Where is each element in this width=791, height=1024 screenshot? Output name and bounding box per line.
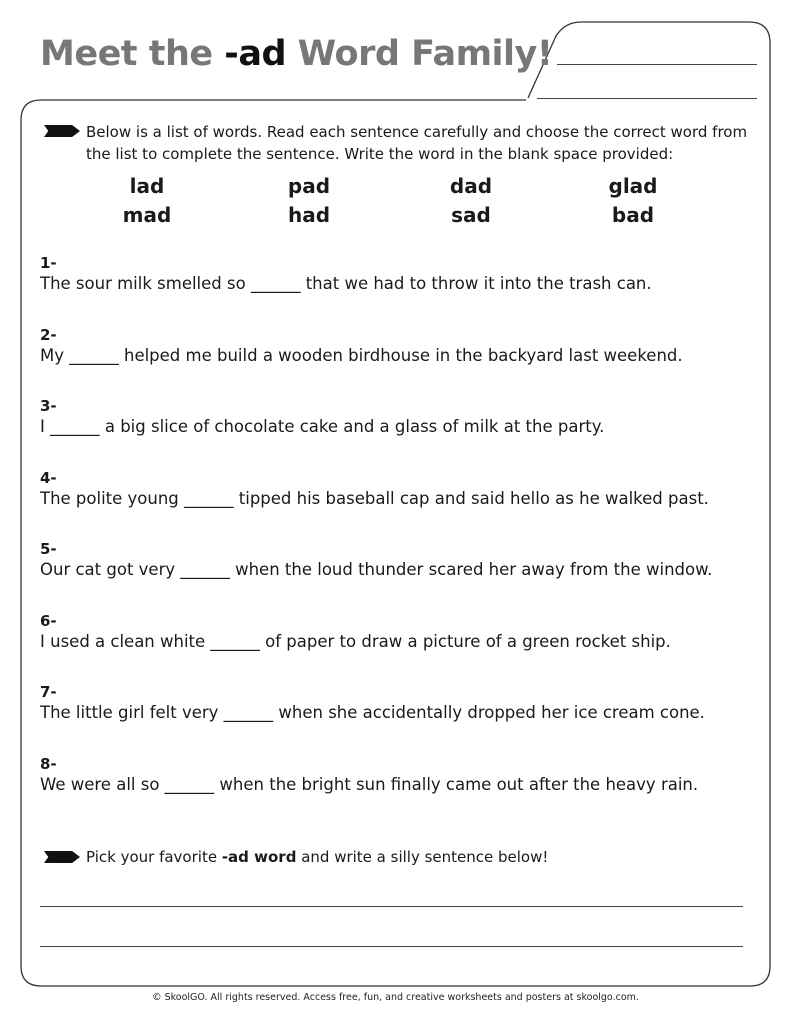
word-bank-word: bad [611, 203, 655, 227]
question-list [40, 254, 760, 826]
instructions-text: Below is a list of words. Read each sentence carefully and choose the correct word from the list to complete the sentence. Write the word in the blank space provided: [86, 123, 748, 163]
favorite-text-before: Pick your favorite [86, 848, 222, 866]
question-sentence: I ______ a big slice of chocolate cake and a glass of milk at the party. [40, 417, 605, 436]
question-number: 8- [40, 754, 57, 773]
question-item [40, 326, 760, 398]
date-blank-line[interactable] [537, 98, 757, 99]
page-title [40, 34, 552, 74]
question-item [40, 612, 760, 684]
question-sentence: The sour milk smelled so ______ that we had to throw it into the trash can. [40, 274, 652, 293]
name-blank-line[interactable] [557, 64, 757, 65]
question-sentence: We were all so ______ when the bright sun finally came out after the heavy rain. [40, 774, 699, 794]
question-number: 4- [40, 468, 57, 487]
title-accent: -ad [224, 34, 286, 74]
question-sentence: I used a clean white ______ of paper to draw a picture of a green rocket ship. [40, 631, 671, 651]
arrow-icon [44, 125, 80, 137]
favorite-text-bold: -ad word [221, 848, 297, 866]
word-bank-word: mad [122, 203, 172, 227]
arrow-icon [44, 851, 80, 863]
question-item [40, 540, 760, 612]
favorite-word-prompt [44, 846, 548, 868]
title-suffix: Word Family! [286, 34, 553, 74]
word-bank-word: glad [608, 174, 658, 198]
word-bank-word: dad [449, 174, 493, 198]
question-item [40, 254, 760, 326]
word-bank-word: pad [287, 174, 331, 198]
word-bank-word: sad [451, 203, 491, 227]
question-sentence: My ______ helped me build a wooden birdhouse in the backyard last weekend. [40, 345, 683, 365]
question-sentence: The polite young ______ tipped his baseball cap and said hello as he walked past. [40, 488, 709, 508]
question-item [40, 755, 760, 827]
writing-line[interactable] [40, 906, 743, 907]
favorite-word-text [86, 846, 548, 868]
question-number: 3- [40, 397, 57, 415]
copyright-footer: © SkoolGO. All rights reserved. Access free, fun, and creative worksheets and posters at skoolgo.com. [152, 992, 639, 1003]
question-number: 7- [40, 683, 57, 701]
question-sentence: The little girl felt very ______ when she accidentally dropped her ice cream cone. [40, 703, 705, 722]
title-prefix: Meet the [40, 34, 225, 74]
question-item [40, 397, 760, 469]
question-sentence: Our cat got very ______ when the loud thunder scared her away from the window. [40, 560, 713, 579]
question-item [40, 469, 760, 541]
word-bank-word: lad [129, 174, 165, 198]
question-number: 1- [40, 254, 57, 272]
question-number: 2- [40, 325, 57, 344]
word-bank-word: had [287, 203, 331, 227]
question-number: 6- [40, 611, 57, 630]
word-bank [66, 174, 716, 228]
instructions [44, 121, 749, 165]
favorite-text-after: and write a silly sentence below! [296, 848, 549, 866]
writing-line[interactable] [40, 946, 743, 947]
question-item [40, 683, 760, 755]
question-number: 5- [40, 540, 57, 558]
